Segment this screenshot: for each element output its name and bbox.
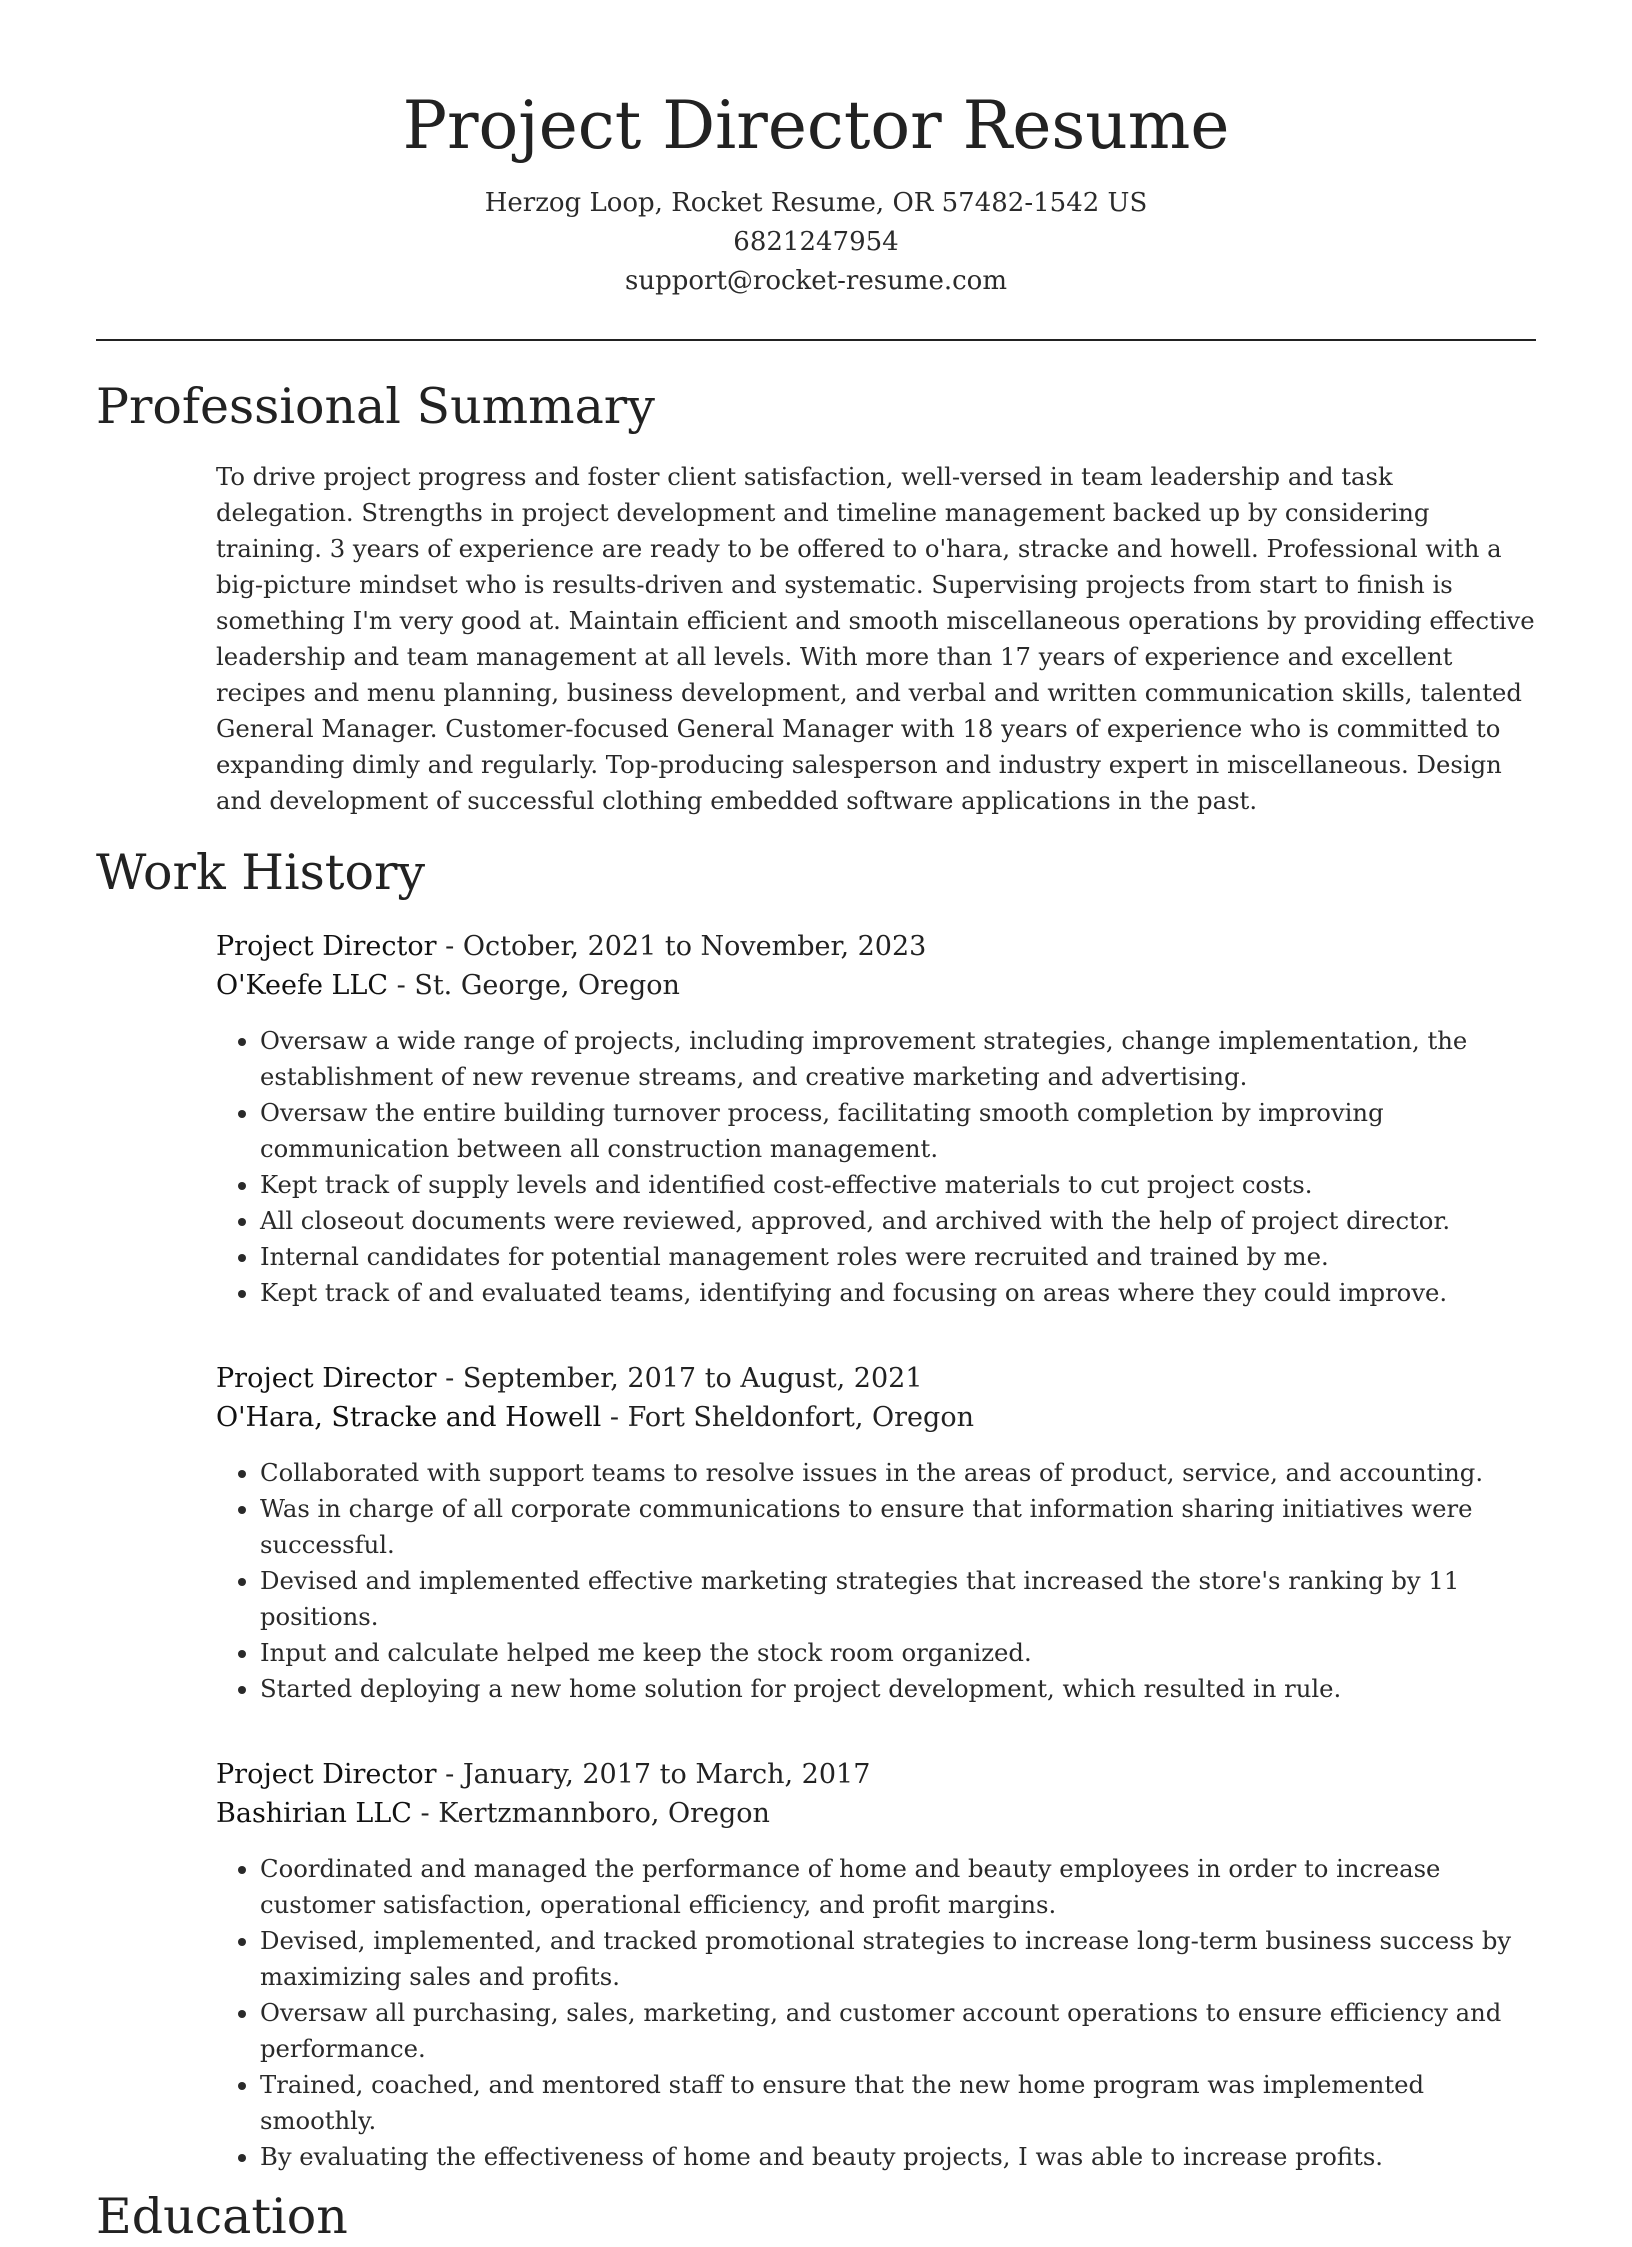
job-company: O'Hara, Stracke and Howell xyxy=(216,1402,602,1434)
job-bullets xyxy=(216,1023,1536,1311)
job-title: Project Director xyxy=(216,931,437,963)
job-title: Project Director xyxy=(216,1363,437,1395)
work-history-heading: Work History xyxy=(96,844,426,902)
summary-heading: Professional Summary xyxy=(96,378,655,435)
job-bullet: • Oversaw all purchasing, sales, marketing, and customer account operations to ensure efficiency and performance. xyxy=(260,1995,1536,2067)
job-bullet: • Internal candidates for potential management roles were recruited and trained by me. xyxy=(260,1239,1536,1275)
job-bullet: • Collaborated with support teams to resolve issues in the areas of product, service, and accounting. xyxy=(260,1455,1536,1491)
resume-page xyxy=(96,0,1536,2247)
job-bullets xyxy=(216,1455,1536,1707)
job-bullet: • Devised, implemented, and tracked promotional strategies to increase long-term business success by maximizing sales and profits. xyxy=(260,1923,1536,1995)
contact-info xyxy=(96,184,1536,301)
job-location: - Fort Sheldonfort, Oregon xyxy=(601,1402,974,1434)
job-dates: - October, 2021 to November, 2023 xyxy=(436,931,927,963)
job-bullet: • Devised and implemented effective marketing strategies that increased the store's ranking by 11 positions. xyxy=(260,1563,1536,1635)
job-bullets xyxy=(216,1851,1536,2175)
job-title-line xyxy=(216,1359,1536,1398)
job-dates: - September, 2017 to August, 2021 xyxy=(436,1363,923,1395)
job-company-line xyxy=(216,1398,1536,1437)
job-title: Project Director xyxy=(216,1759,437,1791)
job-company-line xyxy=(216,966,1536,1005)
education-heading: Education xyxy=(96,2188,348,2246)
job-entry xyxy=(216,927,1536,1311)
resume-header xyxy=(96,0,1536,301)
address: Herzog Loop, Rocket Resume, OR 57482-1542 US xyxy=(484,188,1148,218)
job-bullet: • Oversaw a wide range of projects, including improvement strategies, change implementation, the establishment of new revenue streams, and creative marketing and advertising. xyxy=(260,1023,1536,1095)
job-bullet: • Input and calculate helped me keep the stock room organized. xyxy=(260,1635,1536,1671)
job-company-line xyxy=(216,1794,1536,1833)
job-entry xyxy=(216,1359,1536,1707)
email: support@rocket-resume.com xyxy=(624,266,1007,296)
job-company: O'Keefe LLC xyxy=(216,970,389,1002)
job-title-line xyxy=(216,1755,1536,1794)
job-bullet: • All closeout documents were reviewed, approved, and archived with the help of project director. xyxy=(260,1203,1536,1239)
job-bullet: • Trained, coached, and mentored staff to ensure that the new home program was implemented smoothly. xyxy=(260,2067,1536,2139)
job-bullet: • Kept track of supply levels and identified cost-effective materials to cut project costs. xyxy=(260,1167,1536,1203)
job-bullet: • Coordinated and managed the performance of home and beauty employees in order to increase customer satisfaction, operational efficiency, and profit margins. xyxy=(260,1851,1536,1923)
job-title-line xyxy=(216,927,1536,966)
job-bullet: • Started deploying a new home solution for project development, which resulted in rule. xyxy=(260,1671,1536,1707)
job-bullet: • By evaluating the effectiveness of home and beauty projects, I was able to increase profits. xyxy=(260,2139,1536,2175)
summary-text: To drive project progress and foster client satisfaction, well-versed in team leadership and task delegation. Strengths in project development and timeline management backed up by considering training. 3 years of experience are ready to be offered to o'hara, stracke and howell. Professional with a big-picture mindset who is results-driven and systematic. Supervising projects from start to finish is something I'm very good at. Maintain efficient and smooth miscellaneous operations by providing effective leadership and team management at all levels. With more than 17 years of experience and excellent recipes and menu planning, business development, and verbal and written communication skills, talented General Manager. Customer-focused General Manager with 18 years of experience who is committed to expanding dimly and regularly. Top-producing salesperson and industry expert in miscellaneous. Design and development of successful clothing embedded software applications in the past. xyxy=(216,462,1535,815)
job-location: - St. George, Oregon xyxy=(388,970,680,1002)
job-bullet: • Was in charge of all corporate communications to ensure that information sharing initiatives were successful. xyxy=(260,1491,1536,1563)
job-company: Bashirian LLC xyxy=(216,1798,412,1830)
phone: 6821247954 xyxy=(733,227,899,257)
job-bullet: • Kept track of and evaluated teams, identifying and focusing on areas where they could improve. xyxy=(260,1275,1536,1311)
header-divider xyxy=(96,339,1536,341)
job-bullet: • Oversaw the entire building turnover process, facilitating smooth completion by improving communication between all construction management. xyxy=(260,1095,1536,1167)
job-entry xyxy=(216,1755,1536,2175)
resume-title: Project Director Resume xyxy=(402,87,1230,164)
job-dates: - January, 2017 to March, 2017 xyxy=(436,1759,871,1791)
job-location: - Kertzmannboro, Oregon xyxy=(411,1798,770,1830)
